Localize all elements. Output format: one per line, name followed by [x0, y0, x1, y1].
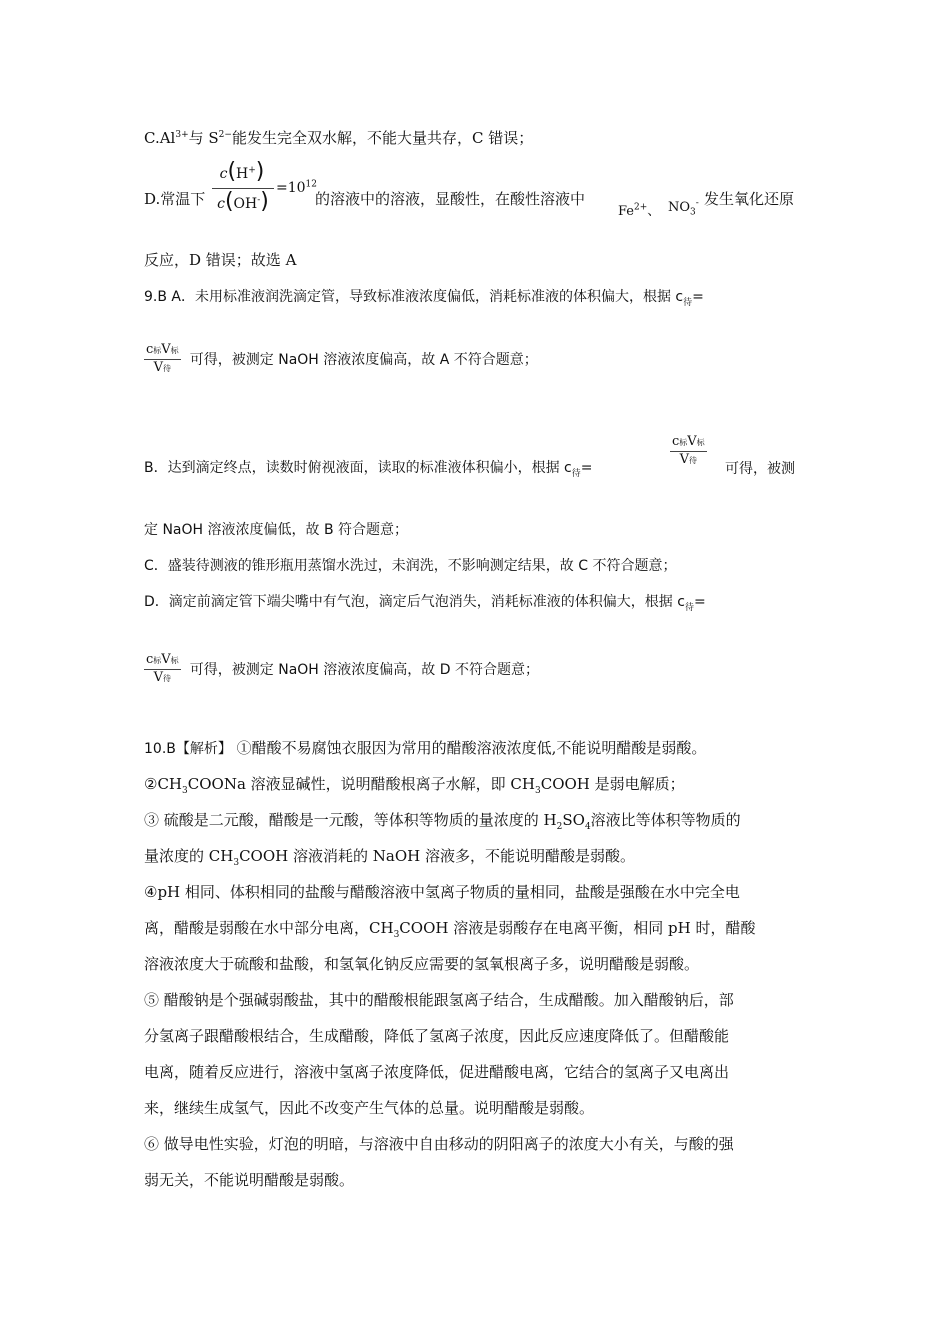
answer-c-line [144, 128, 533, 148]
text: B．达到滴定终点，读数时俯视液面，读取的标准液体积偏小，根据 c [144, 460, 572, 476]
subscript: 待 [163, 674, 172, 683]
q10-line6 [144, 918, 755, 938]
subscript: 待 [684, 602, 694, 613]
text: V [161, 342, 171, 357]
text: C.Al [144, 129, 176, 147]
text: = [692, 289, 704, 305]
text: COOH 溶液是弱酸存在电离平衡，相同 pH 时，醋酸 [399, 919, 756, 937]
subscript: 标 [153, 346, 162, 355]
subscript: 4 [584, 822, 591, 832]
no3-ion [668, 198, 699, 218]
text: V [153, 670, 164, 685]
text: COOH 是弱电解质； [540, 775, 685, 793]
q9-b-tail: 可得，被测 [725, 461, 795, 477]
text: c [217, 196, 225, 212]
superscript: - [695, 198, 699, 209]
q10-line3 [144, 810, 741, 830]
text: 10.B【解析】 [144, 741, 232, 757]
q10-line9: 分氢离子跟醋酸根结合，生成醋酸，降低了氢离子浓度，因此反应速度降低了。但醋酸能 [144, 1027, 730, 1045]
fraction-denominator: c(OH-) [217, 189, 269, 214]
text: =10 [276, 180, 306, 196]
text: 能发生完全双水解，不能大量共存，C 错误； [231, 129, 534, 147]
text: c [672, 434, 680, 449]
q9-d-head [144, 592, 706, 612]
answer-d-text: 的溶液中的溶液，显酸性，在酸性溶液中 [315, 190, 586, 208]
text: 、 [647, 204, 661, 219]
q10-line2 [144, 774, 685, 794]
c-fraction [144, 652, 181, 687]
q10-line13: 弱无关，不能说明醋酸是弱酸。 [144, 1171, 355, 1189]
answer-d-prefix: D.常温下 [144, 190, 206, 208]
text: D．滴定前滴定管下端尖嘴中有气泡，滴定后气泡消失，消耗标准液的体积偏大，根据 c [144, 594, 685, 610]
text: 溶液比等体积等物质的 [590, 811, 741, 829]
q9-c-line: C．盛装待测液的锥形瓶用蒸馏水洗过，未润洗，不影响测定结果，故 C 不符合题意； [144, 558, 677, 574]
equals-power [276, 180, 317, 196]
text: 量浓度的 CH [144, 847, 234, 865]
q9-b-fraction [670, 434, 707, 469]
q10-line11: 来，继续生成氢气，因此不改变产生气体的总量。说明醋酸是弱酸。 [144, 1099, 595, 1117]
text: 离，醋酸是弱酸在水中部分电离，CH [144, 919, 394, 937]
text: c [219, 166, 228, 182]
text: 9.B A．未用标准液润洗滴定管，导致标准液浓度偏低，消耗标准液的体积偏大，根据 c [144, 289, 684, 305]
text: V [153, 360, 164, 375]
q10-line1 [144, 738, 706, 759]
text: Fe [618, 204, 635, 219]
q10-line5: ④pH 相同、体积相同的盐酸与醋酸溶液中氢离子物质的量相同，盐酸是强酸在水中完全电 [144, 883, 740, 901]
q9-a-head [144, 287, 704, 307]
text: 可得，被测定 NaOH 溶液浓度偏高，故 D 不符合题意； [189, 662, 539, 678]
c-fraction [670, 434, 707, 469]
subscript: 标 [170, 346, 179, 355]
text: 与 S [188, 129, 219, 147]
q10-line4 [144, 846, 635, 866]
text: V [161, 652, 171, 667]
fe-ion [618, 200, 660, 219]
text: OH [233, 196, 258, 212]
q9-d-formula-line [144, 652, 539, 687]
subscript: 标 [696, 438, 705, 447]
q10-line12: ⑥ 做导电性实验，灯泡的明暗，与溶液中自由移动的阴阳离子的浓度大小有关，与酸的强 [144, 1135, 734, 1153]
subscript: 3 [233, 858, 240, 868]
text: c [146, 652, 154, 667]
text: V [679, 452, 690, 467]
text: = [580, 460, 593, 476]
subscript: 待 [689, 456, 698, 465]
text: c [146, 342, 154, 357]
text: V [687, 434, 697, 449]
answer-d-line2: 反应，D 错误；故选 A [144, 251, 297, 269]
q9-a-formula-line [144, 342, 538, 377]
q9-b-head [144, 458, 593, 478]
subscript: 待 [163, 364, 172, 373]
subscript: 3 [182, 786, 188, 796]
text: COOH 溶液消耗的 NaOH 溶液多，不能说明醋酸是弱酸。 [239, 847, 635, 865]
superscript: 2− [218, 130, 232, 140]
c-fraction [144, 342, 181, 377]
text: SO [562, 811, 585, 829]
subscript: 标 [153, 656, 162, 665]
superscript: + [248, 165, 256, 176]
text: = [693, 594, 706, 610]
text: NO [668, 200, 691, 215]
subscript: 3 [393, 930, 400, 940]
subscript: 标 [679, 438, 688, 447]
q10-line8: ⑤ 醋酸钠是个强碱弱酸盐，其中的醋酸根能跟氢离子结合，生成醋酸。加入醋酸钠后，部 [144, 991, 734, 1009]
text: H [236, 166, 249, 182]
superscript: 12 [305, 179, 317, 190]
subscript: 3 [690, 207, 696, 218]
text: ②CH [144, 775, 183, 793]
superscript: - [257, 195, 261, 206]
text: 可得，被测定 NaOH 溶液浓度偏高，故 A 不符合题意； [189, 352, 538, 368]
subscript: 标 [170, 656, 179, 665]
subscript: 2 [556, 822, 563, 832]
text: COONa 溶液显碱性，说明醋酸根离子水解，即 CH [187, 775, 535, 793]
answer-d-tail: 发生氧化还原 [704, 190, 795, 208]
superscript: 3+ [175, 130, 189, 140]
text: ①醋酸不易腐蚀衣服因为常用的醋酸溶液浓度低,不能说明醋酸是弱酸。 [231, 739, 707, 757]
subscript: 3 [535, 786, 541, 796]
fraction-numerator: c(H+) [219, 159, 265, 184]
subscript: 待 [571, 468, 581, 479]
subscript: 待 [683, 297, 693, 308]
text: ③ 硫酸是二元酸，醋酸是一元酸，等体积等物质的量浓度的 H [144, 811, 557, 829]
q10-line7: 溶液浓度大于硫酸和盐酸，和氢氧化钠反应需要的氢氧根离子多，说明醋酸是弱酸。 [144, 955, 700, 973]
superscript: 2+ [634, 202, 648, 213]
q9-b-line2: 定 NaOH 溶液浓度偏低，故 B 符合题意； [144, 522, 409, 538]
q10-line10: 电离，随着反应进行，溶液中氢离子浓度降低，促进醋酸电离，它结合的氢离子又电离出 [144, 1063, 730, 1081]
